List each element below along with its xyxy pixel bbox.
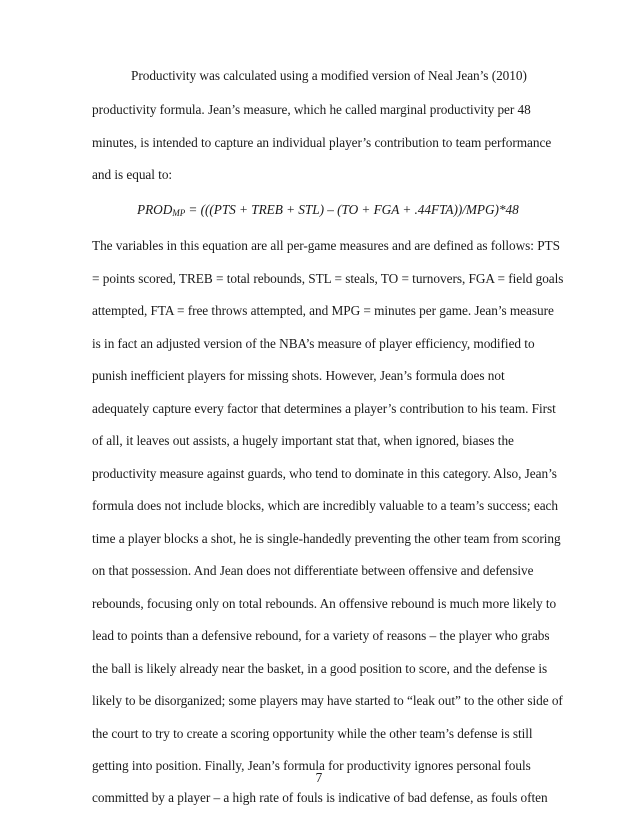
paragraph-2-line-11: on that possession. And Jean does not differentiate between offensive and defensive <box>92 563 534 578</box>
productivity-formula <box>137 202 519 221</box>
paragraph-2-line-7: of all, it leaves out assists, a hugely important stat that, when ignored, biases the <box>92 433 514 448</box>
paragraph-1-line-1: Productivity was calculated using a modified version of Neal Jean’s (2010) <box>131 68 527 83</box>
paragraph-2-line-3: attempted, FTA = free throws attempted, and MPG = minutes per game. Jean’s measure <box>92 303 554 318</box>
paragraph-2-line-5: punish inefficient players for missing shots. However, Jean’s formula does not <box>92 368 505 383</box>
paragraph-1-line-3: minutes, is intended to capture an individual player’s contribution to team performance <box>92 135 552 150</box>
paragraph-2-line-12: rebounds, focusing only on total rebounds. An offensive rebound is much more likely to <box>92 596 557 611</box>
paragraph-2-line-18: committed by a player – a high rate of fouls is indicative of bad defense, as fouls often <box>92 790 548 805</box>
paragraph-2-line-8: productivity measure against guards, who tend to dominate in this category. Also, Jean’s <box>92 466 557 481</box>
paragraph-2-line-15: likely to be disorganized; some players may have started to “leak out” to the other side of <box>92 693 563 708</box>
page-number: 7 <box>315 770 323 785</box>
formula-prefix: PROD <box>137 202 173 217</box>
paragraph-2-line-10: time a player blocks a shot, he is single-handedly preventing the other team from scoring <box>92 531 561 546</box>
paragraph-2-line-17: getting into position. Finally, Jean’s formula for productivity ignores personal fouls <box>92 758 531 773</box>
paragraph-1-line-2: productivity formula. Jean’s measure, which he called marginal productivity per 48 <box>92 102 531 117</box>
paragraph-2-line-14: the ball is likely already near the basket, in a good position to score, and the defense is <box>92 661 548 676</box>
paragraph-2-line-2: = points scored, TREB = total rebounds, STL = steals, TO = turnovers, FGA = field goals <box>92 271 564 286</box>
paragraph-2-line-9: formula does not include blocks, which are incredibly valuable to a team’s success; each <box>92 498 559 513</box>
formula-subscript: MP <box>172 208 186 218</box>
paragraph-1-line-4: and is equal to: <box>92 167 173 182</box>
paragraph-2-line-13: lead to points than a defensive rebound, for a variety of reasons – the player who grabs <box>92 628 550 643</box>
paragraph-2-line-4: is in fact an adjusted version of the NBA’s measure of player efficiency, modified to <box>92 336 535 351</box>
paragraph-2-line-6: adequately capture every factor that determines a player’s contribution to his team. First <box>92 401 556 416</box>
formula-expression: = (((PTS + TREB + STL) – (TO + FGA + .44FTA))/MPG)*48 <box>185 202 519 217</box>
paragraph-2-line-16: the court to try to create a scoring opportunity while the other team’s defense is still <box>92 726 533 741</box>
paragraph-2-line-1: The variables in this equation are all per-game measures and are defined as follows: PTS <box>92 238 560 253</box>
